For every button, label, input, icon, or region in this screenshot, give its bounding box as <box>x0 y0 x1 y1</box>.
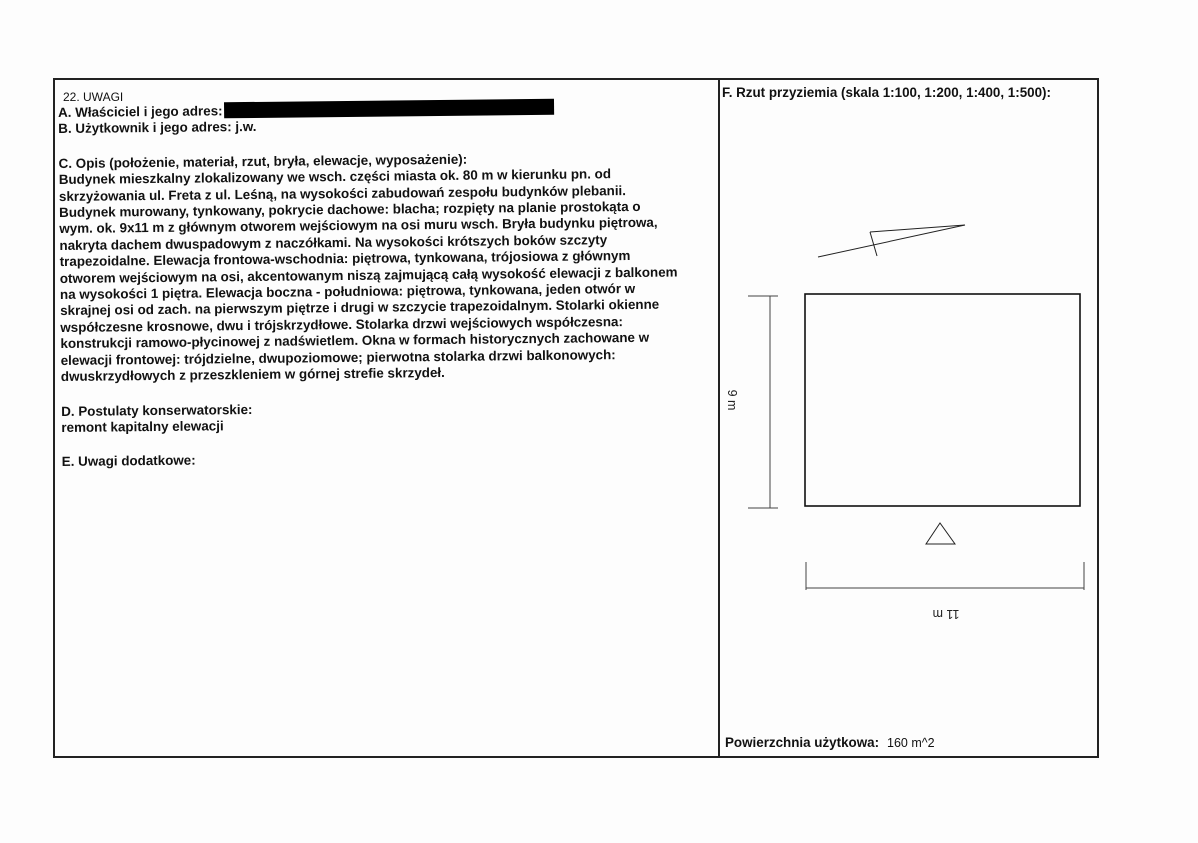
section-number: 22. UWAGI <box>63 90 124 104</box>
description-line: konstrukcji ramowo-płycinowej z nadświetlem. Okna w formach historycznych zachowane w <box>60 330 650 352</box>
description-line: na wysokości 1 piętra. Elewacja boczna - południowa: piętrowa, tynkowana, jeden otwór w <box>59 281 636 303</box>
remarks-heading: E. Uwagi dodatkowe: <box>61 452 196 470</box>
plan-heading: F. Rzut przyziemia (skala 1:100, 1:200, 1:400, 1:500): <box>722 85 1051 100</box>
horizontal-dimension-label: 11 m <box>932 607 960 621</box>
user-value: j.w. <box>235 119 257 135</box>
building-outline <box>805 294 1080 506</box>
postulates-heading: D. Postulaty konserwatorskie: <box>61 401 253 419</box>
usable-area-value: 160 m^2 <box>887 736 935 750</box>
description-line: dwuskrzydłowych z przeszkleniem w górnej strefie skrzydeł. <box>60 365 445 385</box>
horizontal-dimension-line <box>806 562 1084 590</box>
floor-plan-drawing <box>720 210 1098 630</box>
north-arrow-icon <box>818 225 965 257</box>
description-line: Budynek mieszkalny zlokalizowany we wsch. części miasta ok. 80 m w kierunku pn. od <box>58 166 612 188</box>
redacted-owner-address <box>224 99 554 118</box>
usable-area-label: Powierzchnia użytkowa: <box>725 735 880 750</box>
description-line: otworem wejściowym na osi, akcentowanym niszą zajmującą całą wysokość elewacji z balkonem <box>59 264 678 286</box>
left-column <box>58 97 722 471</box>
description-heading: C. Opis (położenie, materiał, rzut, bryła, elewacje, wyposażenie): <box>58 151 468 171</box>
usable-area <box>725 735 935 750</box>
description-line: skrzyżowania ul. Freta z ul. Leśną, na wysokości zabudowań zespołu budynków plebanii. <box>58 182 627 204</box>
user-label: B. Użytkownik i jego adres: <box>58 119 232 137</box>
vertical-dimension-label: 9 m <box>725 389 739 411</box>
vertical-dimension-line <box>748 296 778 508</box>
owner-label: A. Właściciel i jego adres: <box>58 103 223 120</box>
postulates-value: remont kapitalny elewacji <box>61 418 224 435</box>
description-line: skrajnej osi od zach. na pierwszym piętrze i drugi w szczycie trapezoidalnym. Stolarki okienne <box>60 297 660 319</box>
description-line: wym. ok. 9x11 m z głównym otworem wejściowym na osi muru wsch. Bryła budynku piętrowa, <box>59 215 658 237</box>
description-line: trapezoidalne. Elewacja frontowa-wschodnia: piętrowa, tynkowana, trójosiowa z głównym <box>59 248 631 270</box>
description-line: elewacji frontowej: trójdzielne, dwupoziomowe; pierwotna stolarka drzwi balkonowych: <box>60 346 616 368</box>
description-line: Budynek murowany, tynkowany, pokrycie dachowe: blacha; rozpięty na planie prostokąta o <box>59 198 641 221</box>
description-line: nakryta dachem dwuspadowym z naczółkami. Na wysokości krótszych boków szczyty <box>59 232 608 253</box>
entrance-triangle-icon <box>926 523 955 544</box>
description-line: współczesne krosnowe, dwu i trójskrzydłowe. Stolarka drzwi wejściowych współczesna: <box>60 313 623 335</box>
